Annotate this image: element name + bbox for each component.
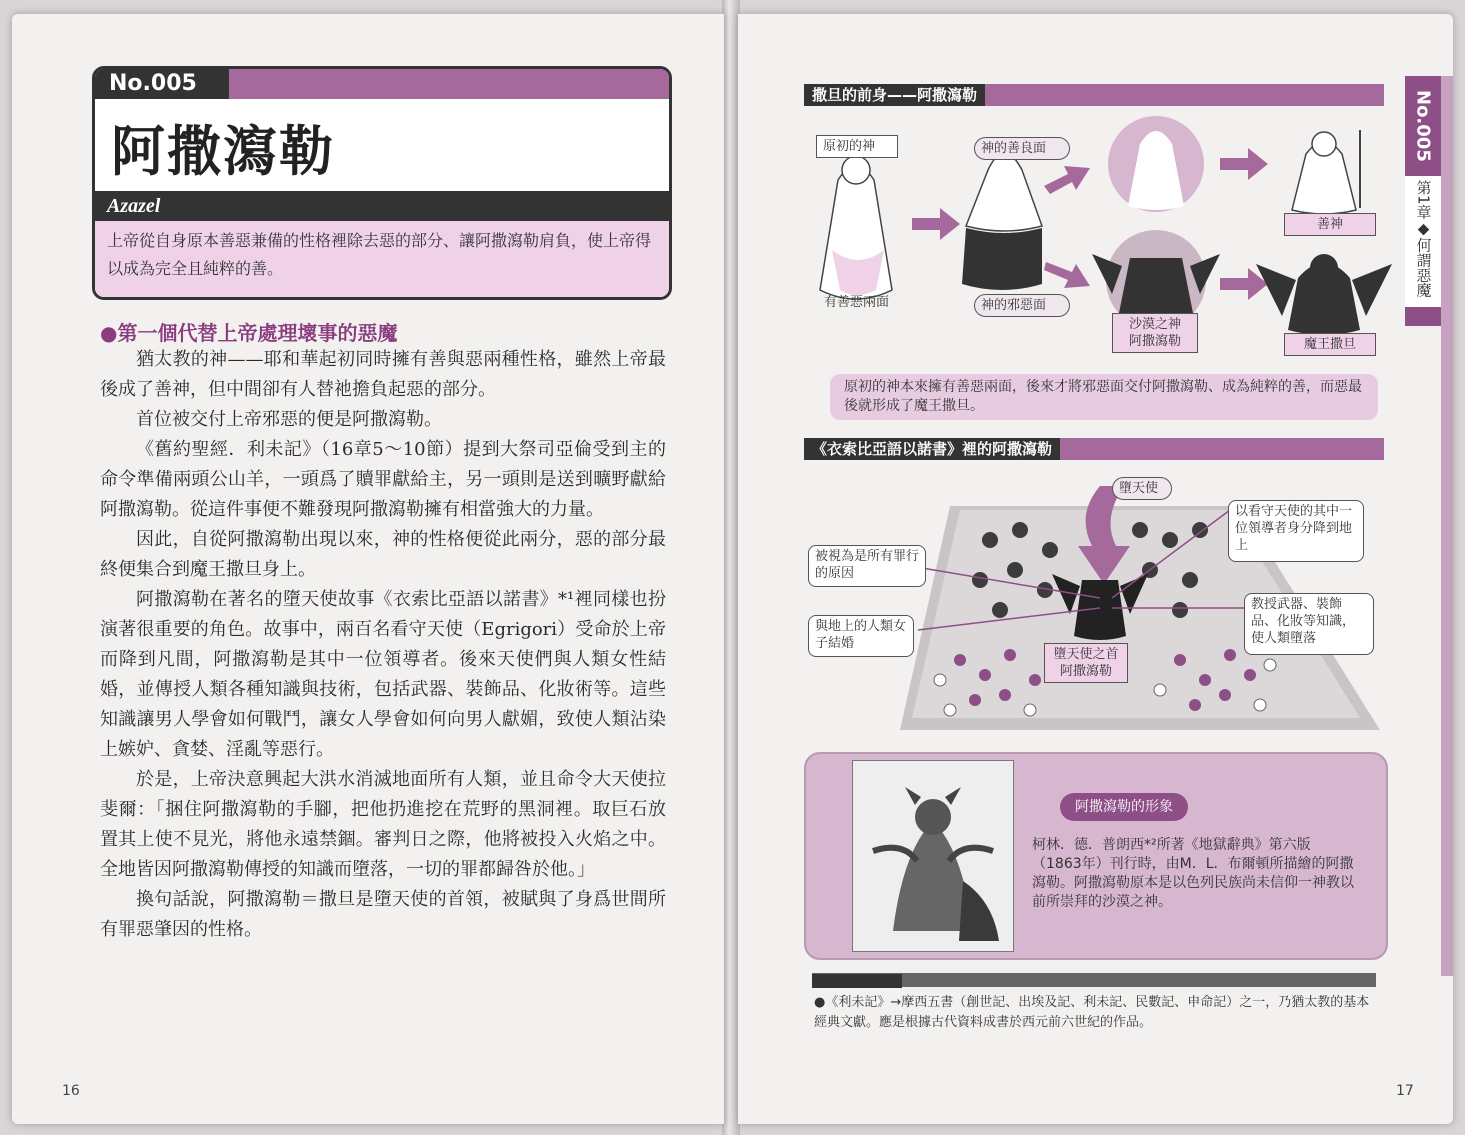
entry-subtitle: Azazel [95,191,669,221]
side-chapter-label [1405,176,1441,307]
label-married: 與地上的人類女子結婚 [808,615,914,657]
satan-figure [1256,254,1392,335]
paragraph: 猶太教的神——耶和華起初同時擁有善與惡兩種性格，雖然上帝最後成了善神，但中間卻有人替祂擔負起惡的部分。 [100,349,666,400]
page-number-left: 16 [62,1083,80,1099]
side-strip [1441,76,1453,976]
image-caption: 柯林．德．普朗西*²所著《地獄辭典》第六版（1863年）刊行時，由M．L．布爾頓所描繪的阿撒瀉勒。阿撒瀉勒原本是以色列民族尚未信仰一神教以前所崇拜的沙漠之神。 [1032,837,1354,910]
good-god-figure [1292,130,1360,214]
body-text [100,345,666,945]
image-title: 阿撒瀉勒的形象 [1060,793,1188,821]
section-title-2: 《衣索比亞語以諾書》裡的阿撒瀉勒 [804,438,1060,460]
label-taught: 教授武器、裝飾品、化妝等知識，使人類墮落 [1244,593,1374,655]
label-good-side: 神的善良面 [974,137,1070,160]
label-evil-side: 神的邪惡面 [974,294,1070,317]
section-heading: ●第一個代替上帝處理壞事的惡魔 [100,321,398,345]
side-chapter-text: 第1章◆何謂惡魔 [1414,180,1433,298]
azazel-engraving [852,760,1014,952]
label-original-god: 原初的神 [816,135,898,158]
diagram-note: 原初的神本來擁有善惡兩面，後來才將邪惡面交付阿撒瀉勒、成為純粹的善，而惡最後就形成了魔王撒旦。 [830,374,1378,420]
section-bar-2 [804,438,1384,460]
paragraph: 換句話說，阿撒瀉勒＝撒旦是墮天使的首領，被賦與了身爲世間所有罪惡肇因的性格。 [100,889,666,940]
entry-title: 阿撒瀉勒 [111,120,335,183]
paragraph: 首位被交付上帝邪惡的便是阿撒瀉勒。 [136,409,442,430]
label-good-and-evil: 有善惡兩面 [824,295,890,310]
label-good-god: 善神 [1284,213,1376,236]
label-leader: 以看守天使的其中一位領導者身分降到地上 [1228,500,1364,562]
entry-title-box [92,66,672,300]
entry-summary: 上帝從自身原本善惡兼備的性格裡除去惡的部分、讓阿撒瀉勒肩負，使上帝得以成為完全且純粹的善。 [95,221,669,297]
glossary-text: ●《利未記》→摩西五書（創世記、出埃及記、利未記、民數記、申命記）之一，乃猶太教的基本經典文獻。應是根據古代資料成書於西元前六世紀的作品。 [814,995,1370,1030]
paragraph: 阿撒瀉勒在著名的墮天使故事《衣索比亞語以諾書》*¹裡同樣也扮演著很重要的角色。故事中，兩百名看守天使（Egrigori）受命於上帝而降到凡間，阿撒瀉勒是其中一位領導者。後來天使們與人類女性結婚，並傳授人類各種知識與技術，包括武器、裝飾品、化妝術等。這些知識讓男人學會如何戰鬥，讓女人學會如何向男人獻媚，致使人類沾染上嫉妒、貪婪、淫亂等惡行。 [100,589,666,760]
split-figure [962,153,1042,290]
section-title-1: 撒旦的前身——阿撒瀉勒 [804,84,985,106]
label-chief: 墮天使之首 阿撒瀉勒 [1044,643,1128,683]
page-number-right: 17 [1396,1083,1414,1099]
label-satan: 魔王撒旦 [1284,333,1376,356]
paragraph: 因此，自從阿撒瀉勒出現以來，神的性格便從此兩分，惡的部分最終便集合到魔王撒旦身上。 [100,529,666,580]
glossary-bar [812,973,1376,987]
label-desert-god: 沙漠之神 阿撒瀉勒 [1112,313,1198,353]
paragraph: 《舊約聖經．利未記》（16章5～10節）提到大祭司亞倫受到主的命令準備兩頭公山羊，一頭爲了贖罪獻給主，另一頭則是送到曠野獻給阿撒瀉勒。從這件事便不難發現阿撒瀉勒擁有相當強大的力量。 [100,439,666,520]
label-fallen-angel: 墮天使 [1112,477,1172,500]
title-top-bar [95,69,669,99]
section-bar-1 [804,84,1384,106]
paragraph: 於是，上帝決意興起大洪水消滅地面所有人類，並且命令大天使拉斐爾：「捆住阿撒瀉勒的手腳，把他扔進挖在荒野的黑洞裡。取巨石放置其上使不見光，將他永遠禁錮。審判日之際，他將被投入火焰之中。全地皆因阿撒瀉勒傳授的知識而墮落，一切的罪都歸咎於他。」 [100,769,666,880]
side-entry-number: No.005 [1412,90,1434,162]
entry-number: No.005 [95,69,229,99]
label-cause-of-sin: 被視為是所有罪行的原因 [808,545,926,587]
original-god-figure [820,156,892,299]
